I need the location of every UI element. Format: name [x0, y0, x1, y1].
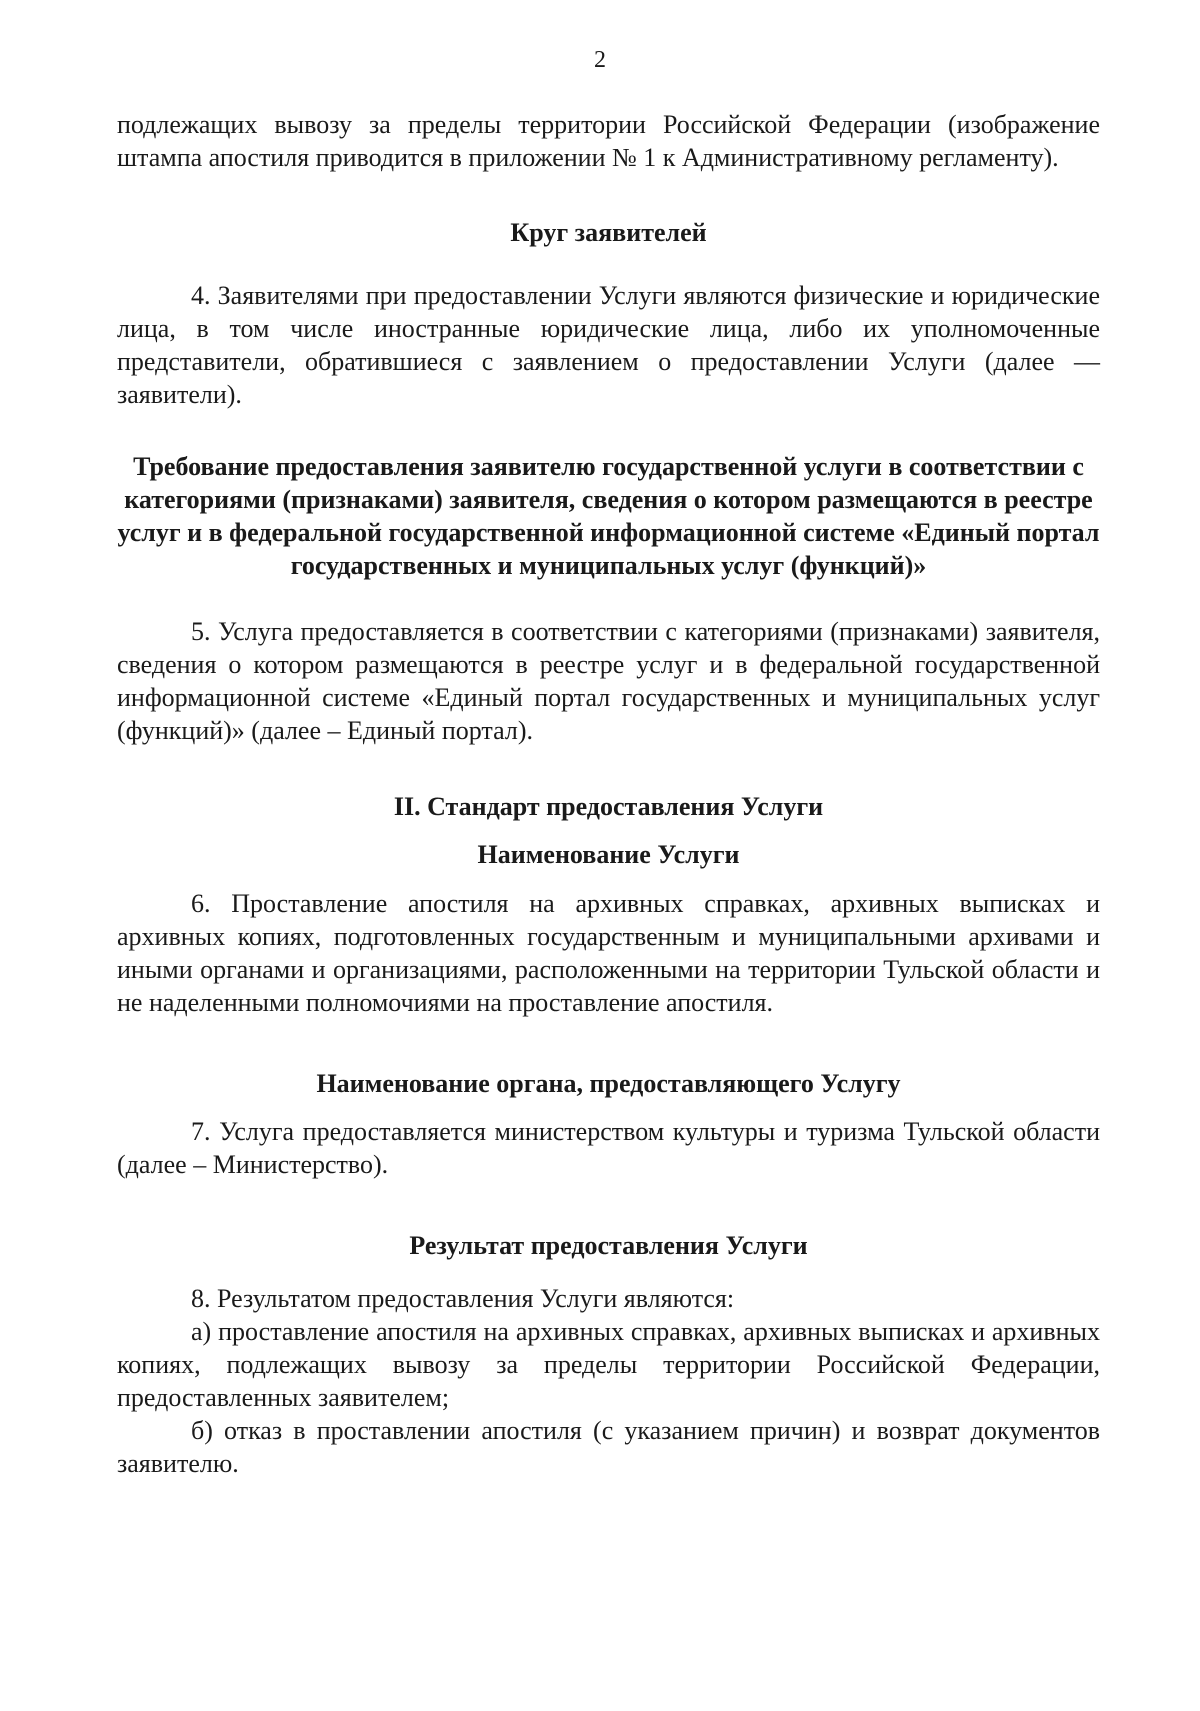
intro-paragraph: подлежащих вывозу за пределы территории Российской Федерации (изображение штампа апостиля приводится в приложении № 1 к Административному регламенту). — [117, 110, 1100, 172]
heading-standard: II. Стандарт предоставления Услуги — [393, 792, 824, 821]
heading-result: Результат предоставления Услуги — [409, 1231, 808, 1260]
paragraph-applicants: 4. Заявителями при предоставлении Услуги являются физические и юридические лица, в том числе иностранные юридические лица, либо их уполномоченные представители, обратившиеся с заявлением о предоставлении Услуги (далее — заявители). — [117, 281, 1100, 409]
document-body — [117, 108, 1100, 1480]
paragraph-authority: 7. Услуга предоставляется министерством культуры и туризма Тульской области (далее – Министерство). — [117, 1117, 1100, 1179]
heading-authority: Наименование органа, предоставляющего Услугу — [316, 1069, 901, 1098]
page-number: 2 — [594, 47, 606, 73]
heading-requirement: Требование предоставления заявителю государственной услуги в соответствии с категориями (признаками) заявителя, сведения о котором размещаются в реестре услуг и в федеральной государственной информационной системе «Единый портал государственных и муниципальных услуг (функций)» — [117, 452, 1100, 580]
paragraph-result-item-b: б) отказ в проставлении апостиля (с указанием причин) и возврат документов заявителю. — [117, 1416, 1100, 1478]
paragraph-result-item-a: а) проставление апостиля на архивных справках, архивных выписках и архивных копиях, подлежащих вывозу за пределы территории Российской Федерации, предоставленных заявителем; — [117, 1317, 1100, 1412]
paragraph-service-name: 6. Проставление апостиля на архивных справках, архивных выписках и архивных копиях, подготовленных государственным и муниципальными архивами и иными органами и организациями, расположенными на территории Тульской области и не наделенными полномочиями на проставление апостиля. — [117, 889, 1100, 1017]
paragraph-result-intro: 8. Результатом предоставления Услуги являются: — [191, 1284, 735, 1313]
heading-applicants: Круг заявителей — [510, 218, 707, 247]
heading-service-name: Наименование Услуги — [477, 840, 740, 869]
paragraph-requirement: 5. Услуга предоставляется в соответствии с категориями (признаками) заявителя, сведения о котором размещаются в реестре услуг и в федеральной государственной информационной системе «Единый портал государственных и муниципальных услуг (функций)» (далее – Единый портал). — [117, 617, 1100, 745]
